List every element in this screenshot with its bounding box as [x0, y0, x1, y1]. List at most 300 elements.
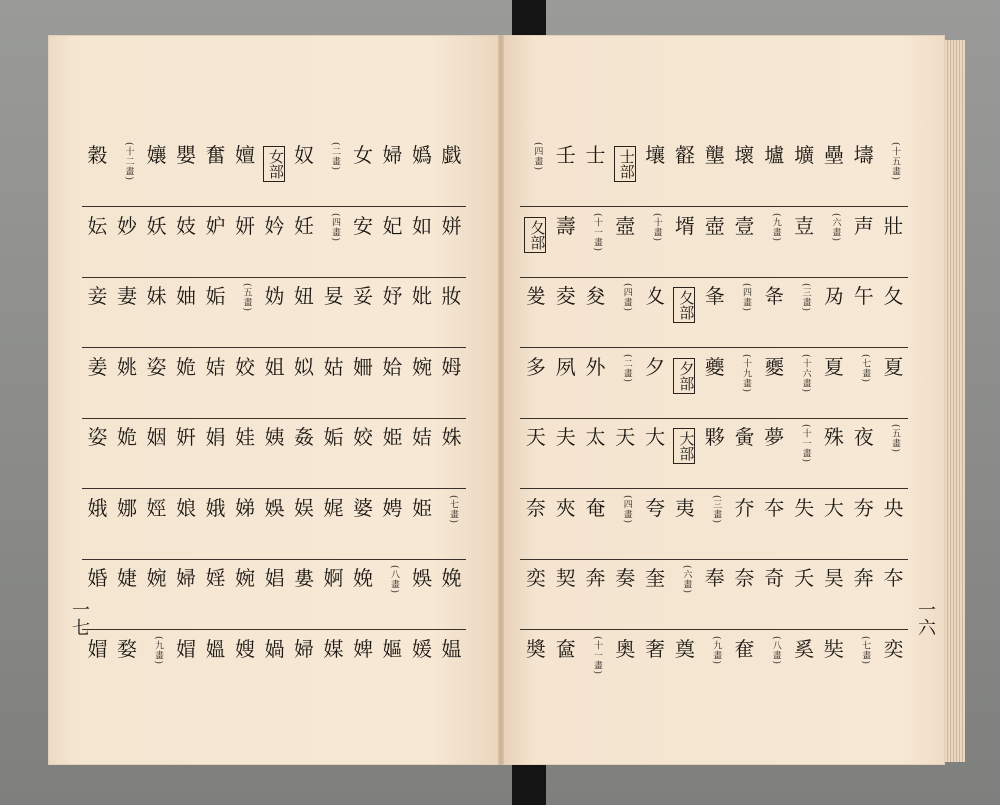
character: 夭 [794, 566, 815, 590]
index-entry [234, 352, 257, 420]
character: 姻 [146, 425, 167, 449]
left-page-number: 一七 [69, 600, 90, 636]
stroke-count-note: (九畫) [770, 212, 781, 242]
character: 奎 [645, 566, 666, 590]
character: 奠 [674, 636, 695, 661]
radical-section-box: 女部 [263, 146, 285, 182]
index-entry [293, 211, 316, 279]
index-entry [411, 281, 434, 349]
character: 妻 [117, 284, 137, 308]
index-entry [852, 493, 875, 561]
character: 妣 [412, 284, 432, 308]
row-separator [520, 559, 908, 560]
index-entry [763, 211, 786, 279]
stroke-count-note: (二畫) [621, 353, 632, 383]
index-entry [644, 211, 667, 279]
character: 娙 [146, 495, 167, 520]
character: 娱 [294, 495, 314, 520]
character: 娛 [264, 495, 285, 520]
character: 媼 [205, 636, 226, 661]
index-entry [352, 563, 375, 631]
character: 婬 [205, 566, 226, 590]
index-entry [381, 563, 404, 631]
stroke-count-note: (十六畫) [800, 353, 811, 393]
index-entry [882, 281, 905, 349]
index-entry [703, 140, 726, 208]
index-entry [175, 211, 198, 279]
index-entry [614, 352, 637, 420]
character: 失 [794, 495, 815, 520]
index-entry [175, 634, 198, 702]
character: 妥 [353, 284, 373, 308]
index-entry [524, 493, 547, 561]
index-entry [852, 140, 875, 208]
index-entry [322, 352, 345, 420]
stroke-count-note: (十一畫) [800, 424, 811, 464]
index-entry [86, 140, 109, 208]
character: 奴 [294, 143, 314, 167]
character: 姜 [87, 354, 108, 379]
index-entry [882, 422, 905, 490]
character: 夰 [734, 495, 755, 520]
character: 婀 [323, 566, 344, 590]
stroke-count-note: (七畫) [860, 635, 871, 665]
index-entry [116, 352, 139, 420]
index-entry [882, 211, 905, 279]
character: 娃 [235, 425, 255, 449]
index-entry [882, 493, 905, 561]
index-entry [234, 634, 257, 702]
index-entry [86, 634, 109, 702]
character: 娼 [264, 566, 285, 590]
index-entry [440, 563, 463, 631]
index-entry [763, 281, 786, 349]
character: 奕 [525, 566, 546, 590]
character: 婆 [353, 495, 373, 520]
index-entry [411, 422, 434, 490]
character: 姿 [146, 354, 167, 379]
character: 妤 [382, 284, 403, 308]
character: 夂 [883, 284, 904, 308]
stroke-count-note: (十九畫) [741, 353, 751, 393]
row-separator [82, 277, 466, 278]
character: 媢 [87, 636, 108, 661]
index-entry [763, 493, 786, 561]
index-entry [293, 634, 316, 702]
character: 姤 [323, 425, 344, 449]
character: 壽 [555, 213, 576, 238]
character: 夥 [704, 425, 725, 449]
index-entry [293, 422, 316, 490]
character: 婉 [412, 354, 432, 379]
stroke-count-note: (十一畫) [592, 212, 602, 252]
index-entry [793, 140, 816, 208]
index-entry [733, 563, 756, 631]
index-entry [293, 563, 316, 631]
right-page-number: 一六 [915, 600, 936, 636]
index-entry [234, 563, 257, 631]
character: 壯 [883, 213, 904, 238]
index-entry [381, 211, 404, 279]
index-entry [703, 493, 726, 561]
index-entry [554, 422, 577, 490]
character: 婁 [294, 566, 314, 590]
character: 夊 [645, 284, 666, 308]
index-entry [381, 281, 404, 349]
index-entry [116, 634, 139, 702]
index-entry [263, 422, 286, 490]
index-entry [673, 563, 696, 631]
character: 姞 [412, 425, 432, 449]
index-entry [524, 634, 547, 702]
character: 姒 [294, 354, 314, 379]
index-entry [614, 422, 637, 490]
row-separator [520, 488, 908, 489]
index-entry [524, 422, 547, 490]
character: 奘 [823, 636, 844, 661]
character: 太 [585, 425, 606, 449]
character: 妒 [205, 213, 226, 238]
index-entry [584, 211, 607, 279]
character: 姞 [205, 354, 226, 379]
character: 夋 [585, 284, 606, 308]
index-entry [204, 352, 227, 420]
index-entry [440, 140, 463, 208]
character: 姣 [235, 354, 255, 379]
character: 姫 [382, 425, 403, 449]
character: 夏 [823, 354, 844, 379]
character: 媢 [176, 636, 196, 661]
character: 娛 [412, 566, 432, 590]
character: 孃 [146, 143, 167, 167]
character: 奈 [734, 566, 755, 590]
index-entry [554, 563, 577, 631]
index-entry [440, 281, 463, 349]
index-entry [793, 634, 816, 702]
character: 壡 [674, 143, 695, 167]
index-entry [204, 211, 227, 279]
index-entry [381, 634, 404, 702]
character: 壤 [645, 143, 666, 167]
index-entry [322, 493, 345, 561]
character: 大 [823, 495, 844, 520]
index-entry [524, 352, 547, 420]
index-entry [322, 281, 345, 349]
index-entry [234, 211, 257, 279]
index-entry [204, 140, 227, 208]
index-entry [440, 211, 463, 279]
character: 妊 [294, 213, 314, 238]
index-entry [673, 493, 696, 561]
index-entry [293, 140, 316, 208]
index-entry [673, 211, 696, 279]
character: 壹 [734, 213, 755, 238]
index-entry [793, 493, 816, 561]
row-separator [520, 347, 908, 348]
character: 夔 [704, 354, 725, 379]
index-entry [614, 281, 637, 349]
stroke-count-note: (四畫) [330, 212, 340, 242]
radical-section-box: 大部 [673, 428, 695, 464]
index-entry [852, 281, 875, 349]
character: 婦 [294, 636, 314, 661]
index-entry [852, 634, 875, 702]
stroke-count-note: (四畫) [621, 494, 632, 524]
index-entry [703, 211, 726, 279]
index-entry [882, 352, 905, 420]
character: 姍 [353, 354, 373, 379]
index-entry [381, 352, 404, 420]
index-entry [381, 422, 404, 490]
index-entry [614, 634, 637, 702]
index-entry [234, 422, 257, 490]
character: 声 [853, 213, 874, 238]
character: 奈 [525, 495, 546, 520]
character: 央 [883, 495, 904, 520]
character: 奇 [764, 566, 785, 590]
row-separator [82, 347, 466, 348]
character: 嬗 [235, 143, 255, 167]
character: 外 [585, 354, 606, 379]
index-entry [322, 211, 345, 279]
index-entry [584, 352, 607, 420]
index-entry [822, 634, 845, 702]
index-entry [116, 281, 139, 349]
stroke-count-note: (八畫) [770, 635, 781, 665]
character: 娉 [382, 495, 403, 520]
character: 嬰 [176, 143, 196, 167]
index-entry [584, 140, 607, 208]
stroke-count-note: (八畫) [389, 565, 399, 595]
character: 壚 [764, 143, 785, 167]
character: 夸 [645, 495, 666, 520]
index-entry [673, 140, 696, 208]
character: 夯 [853, 495, 874, 520]
character: 妃 [382, 213, 403, 238]
character: 姑 [323, 354, 344, 379]
index-entry [524, 211, 547, 279]
index-entry [440, 422, 463, 490]
character: 娥 [205, 495, 226, 520]
stroke-count-note: (九畫) [153, 635, 163, 665]
character: 姫 [412, 495, 432, 520]
character: 姘 [441, 213, 462, 238]
index-entry [763, 634, 786, 702]
character: 奉 [704, 566, 725, 590]
character: 婦 [382, 143, 403, 167]
page-edges [945, 40, 965, 762]
character: 壬 [555, 143, 576, 167]
index-entry [822, 140, 845, 208]
character: 壙 [794, 143, 815, 167]
stroke-count-note: (七畫) [860, 353, 871, 383]
index-entry [204, 493, 227, 561]
index-entry [822, 281, 845, 349]
character: 妙 [117, 213, 137, 238]
index-entry [584, 281, 607, 349]
character: 妹 [146, 284, 167, 308]
character: 壻 [674, 213, 695, 238]
index-entry [614, 140, 637, 208]
index-entry [554, 352, 577, 420]
index-entry [763, 563, 786, 631]
character: 昊 [823, 566, 844, 590]
character: 夆 [704, 284, 725, 308]
index-entry [175, 493, 198, 561]
index-entry [644, 281, 667, 349]
index-entry [440, 634, 463, 702]
index-entry [411, 563, 434, 631]
character: 姦 [294, 425, 314, 449]
character: 奞 [734, 636, 755, 661]
index-entry [822, 352, 845, 420]
character: 壔 [853, 143, 874, 167]
character: 夜 [853, 425, 874, 449]
index-entry [145, 634, 168, 702]
character: 安 [353, 213, 373, 238]
character: 妾 [87, 284, 108, 308]
character: 婉 [235, 566, 255, 590]
index-entry [234, 493, 257, 561]
index-entry [614, 493, 637, 561]
index-entry [852, 352, 875, 420]
index-entry [116, 493, 139, 561]
character: 姝 [441, 425, 462, 449]
row-separator [520, 277, 908, 278]
character: 妝 [441, 284, 462, 308]
character: 姚 [117, 354, 137, 379]
index-entry [763, 352, 786, 420]
character: 奚 [794, 636, 815, 661]
character: 婕 [117, 566, 137, 590]
index-entry [263, 634, 286, 702]
character: 嫂 [235, 636, 255, 661]
index-entry [175, 352, 198, 420]
character: 奔 [853, 566, 874, 590]
character: 夌 [555, 284, 576, 308]
index-entry [584, 493, 607, 561]
character: 戯 [441, 143, 462, 167]
character: 士 [585, 143, 606, 167]
character: 夒 [764, 354, 785, 379]
index-entry [554, 634, 577, 702]
index-entry [673, 352, 696, 420]
character: 姨 [264, 425, 285, 449]
index-entry [86, 211, 109, 279]
index-entry [733, 211, 756, 279]
index-entry [763, 422, 786, 490]
character: 天 [615, 425, 636, 449]
character: 夫 [555, 425, 576, 449]
stroke-count-note: (六畫) [830, 212, 841, 242]
index-entry [116, 563, 139, 631]
character: 娥 [87, 495, 108, 520]
index-entry [644, 634, 667, 702]
index-entry [793, 422, 816, 490]
character: 娩 [353, 566, 373, 590]
index-entry [584, 563, 607, 631]
character: 多 [525, 354, 546, 379]
stroke-count-note: (五畫) [890, 424, 900, 454]
index-entry [793, 281, 816, 349]
character: 契 [555, 566, 576, 590]
index-entry [352, 211, 375, 279]
character: 奢 [645, 636, 666, 661]
radical-section-box: 夕部 [673, 358, 695, 394]
stroke-count-note: (二畫) [330, 142, 340, 172]
index-entry [352, 140, 375, 208]
index-entry [673, 281, 696, 349]
index-entry [263, 211, 286, 279]
index-entry [263, 140, 286, 208]
index-entry [733, 352, 756, 420]
stroke-count-note: (四畫) [621, 283, 632, 313]
index-entry [263, 352, 286, 420]
character: 奬 [525, 636, 546, 661]
row-separator [520, 206, 908, 207]
stroke-count-note: (十一畫) [592, 635, 602, 675]
stroke-count-note: (七畫) [448, 494, 458, 524]
stroke-count-note: (十二畫) [123, 142, 134, 182]
stroke-count-note: (十畫) [651, 212, 662, 242]
index-entry [793, 563, 816, 631]
index-entry [145, 140, 168, 208]
character: 壞 [734, 143, 755, 167]
index-entry [554, 493, 577, 561]
character: 奄 [585, 495, 606, 520]
index-entry [86, 352, 109, 420]
character: 婺 [117, 636, 137, 661]
character: 嬀 [412, 143, 432, 167]
index-entry [175, 422, 198, 490]
index-entry [352, 352, 375, 420]
index-entry [175, 140, 198, 208]
character: 姽 [117, 425, 137, 449]
index-entry [322, 634, 345, 702]
index-entry [145, 493, 168, 561]
index-entry [852, 211, 875, 279]
index-entry [86, 422, 109, 490]
character: 女 [353, 143, 373, 167]
radical-section-box: 夂部 [524, 217, 546, 253]
index-entry [733, 140, 756, 208]
character: 夕 [645, 354, 666, 379]
character: 妫 [264, 284, 285, 308]
character: 夢 [764, 425, 785, 449]
stroke-count-note: (五畫) [241, 283, 252, 313]
radical-section-box: 士部 [614, 146, 636, 182]
character: 大 [645, 425, 666, 449]
character: 妞 [294, 284, 314, 308]
index-entry [411, 140, 434, 208]
character: 姣 [353, 425, 373, 449]
index-entry [524, 140, 547, 208]
character: 如 [412, 213, 432, 238]
index-entry [584, 422, 607, 490]
character: 姽 [176, 354, 196, 379]
character: 媪 [441, 636, 462, 661]
index-entry [352, 422, 375, 490]
character: 娟 [205, 425, 226, 449]
character: 夷 [674, 495, 695, 520]
index-entry [733, 634, 756, 702]
character: 婉 [146, 566, 167, 590]
index-entry [145, 422, 168, 490]
index-entry [703, 563, 726, 631]
index-entry [882, 563, 905, 631]
index-entry [322, 422, 345, 490]
row-separator [82, 488, 466, 489]
